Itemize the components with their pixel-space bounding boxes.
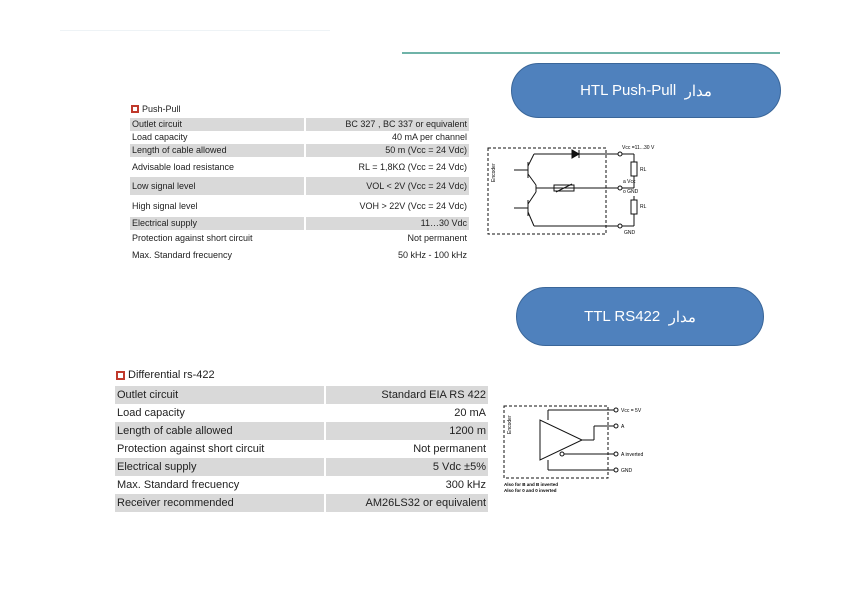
spec-key: Advisable load resistance (132, 161, 235, 172)
table-row (130, 144, 469, 157)
ttl-rs422-label (516, 287, 764, 346)
spec-value: Standard EIA RS 422 (325, 386, 488, 404)
diagram-avcc-label: a Vcc (623, 179, 636, 185)
bullet-square-icon (131, 105, 139, 113)
diagram-rl-label: RL (640, 167, 647, 173)
diagram2-vcc-label: Vcc = 5V (621, 408, 642, 414)
diagram2-note1: Also for B and B inverted (504, 482, 559, 487)
spec-value: 11…30 Vdc (305, 217, 469, 230)
diagram2-a-label: A (621, 424, 625, 430)
table-row (130, 217, 469, 230)
table-row (115, 440, 488, 458)
table-row (115, 422, 488, 440)
diagram2-gnd-label: GND (621, 468, 633, 474)
top-accent-line (402, 52, 780, 54)
spec-value: Not permanent (413, 443, 486, 455)
push-pull-heading (131, 104, 181, 114)
spec-key: Receiver recommended (115, 494, 325, 512)
diagram2-encoder-label: Encoder (507, 415, 513, 434)
table-row (115, 386, 488, 404)
diagram-encoder-label: Encoder (491, 163, 497, 182)
spec-value: 50 m (Vcc = 24 Vdc) (305, 144, 469, 157)
spec-key: Electrical supply (130, 217, 305, 230)
diagram2-ainv-label: A inverted (621, 452, 644, 458)
spec-key: Load capacity (132, 132, 188, 142)
table-row (130, 157, 469, 177)
diagram2-note2: Also for 0 and 0 inverted (504, 488, 557, 493)
spec-value: VOH > 22V (Vcc = 24 Vdc) (359, 200, 467, 211)
table-row (130, 195, 469, 217)
diagram-ogndl-label: o GND (623, 189, 639, 195)
spec-value: AM26LS32 or equivalent (325, 494, 488, 512)
rs422-circuit-diagram (500, 402, 670, 498)
spec-key: Max. Standard frecuency (132, 250, 233, 260)
pill-ttl-arabic: مدار (668, 308, 696, 326)
faint-top-rule (60, 30, 330, 31)
push-pull-spec-table (130, 118, 469, 264)
rs422-spec-table (115, 386, 488, 512)
table-row (130, 177, 469, 195)
diagram-rl2-label: RL (640, 204, 647, 210)
spec-value: Not permanent (407, 233, 467, 243)
pill-htl-arabic: مدار (684, 82, 712, 100)
spec-value: 5 Vdc ±5% (325, 458, 488, 476)
push-pull-heading-text: Push-Pull (142, 104, 181, 114)
push-pull-circuit-diagram (484, 140, 674, 240)
spec-value: 300 kHz (445, 479, 486, 491)
spec-value: 1200 m (325, 422, 488, 440)
spec-value: BC 327 , BC 337 or equivalent (305, 118, 469, 131)
table-row (115, 476, 488, 494)
spec-value: 20 mA (454, 407, 486, 419)
spec-key: Electrical supply (115, 458, 325, 476)
spec-key: Outlet circuit (115, 386, 325, 404)
table-row (115, 494, 488, 512)
table-row (130, 131, 469, 144)
spec-key: Protection against short circuit (117, 443, 265, 455)
rs422-heading-text: Differential rs-422 (128, 369, 215, 381)
spec-key: Protection against short circuit (132, 233, 253, 243)
diagram-gnd-label: GND (624, 230, 636, 236)
table-row (115, 404, 488, 422)
table-row (130, 247, 469, 264)
rs422-heading (116, 369, 215, 381)
spec-value: RL = 1,8KΩ (Vcc = 24 Vdc) (358, 161, 467, 172)
spec-key: High signal level (132, 200, 198, 211)
spec-key: Outlet circuit (130, 118, 305, 131)
spec-value: 40 mA per channel (391, 132, 467, 142)
table-row (115, 458, 488, 476)
pill-ttl-text: TTL RS422 (584, 308, 661, 325)
bullet-square-icon (116, 371, 125, 380)
pill-htl-text: HTL Push-Pull (580, 82, 677, 99)
table-row (130, 230, 469, 247)
spec-value: 50 kHz - 100 kHz (397, 250, 467, 260)
spec-key: Length of cable allowed (130, 144, 305, 157)
diagram-vcc-label: Vcc =11...30 V (622, 145, 655, 151)
spec-key: Load capacity (117, 407, 185, 419)
spec-key: Length of cable allowed (115, 422, 325, 440)
spec-key: Low signal level (130, 177, 305, 195)
spec-key: Max. Standard frecuency (117, 479, 240, 491)
spec-value: VOL < 2V (Vcc = 24 Vdc) (305, 177, 469, 195)
table-row (130, 118, 469, 131)
htl-push-pull-label (511, 63, 781, 118)
